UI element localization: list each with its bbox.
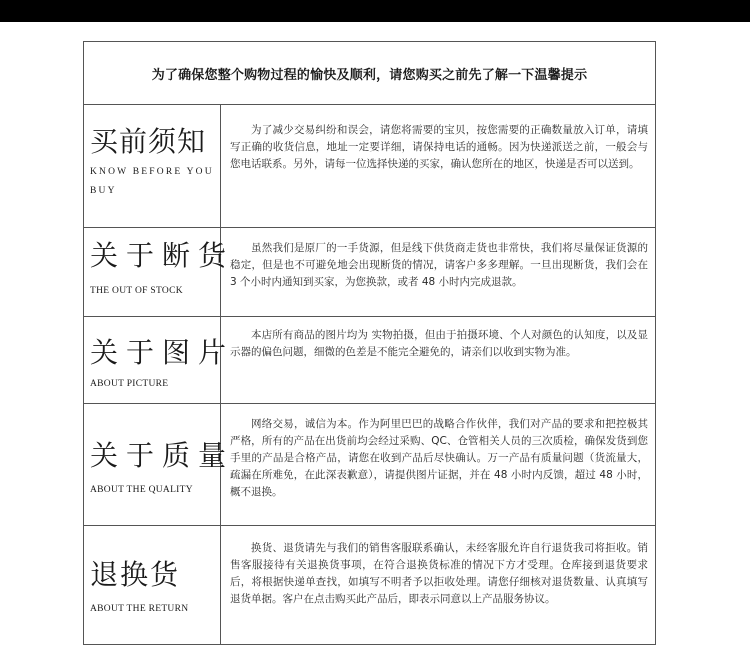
row-title-en: ABOUT THE QUALITY bbox=[90, 485, 193, 495]
row-text: 为了减少交易纠纷和误会，请您将需要的宝贝，按您需要的正确数量放入订单，请填写正确的收货信息，地址一定要详细，请保持电话的通畅。因为快递派送之前，一般会与您电话联系。另外，请每一位选择快递的买家，确认您所在的地区，快递是否可以送到。 bbox=[230, 124, 648, 170]
row-title-cn: 买前须知 bbox=[90, 125, 207, 158]
top-black-bar bbox=[0, 0, 750, 22]
row-label bbox=[84, 104, 221, 227]
row-label bbox=[84, 404, 235, 525]
row-label bbox=[84, 228, 235, 316]
notice-header bbox=[84, 42, 655, 105]
notice-row-out-of-stock bbox=[84, 228, 655, 317]
notice-row-about-return bbox=[84, 526, 655, 644]
row-title-en: KNOW BEFORE YOU BUY bbox=[90, 167, 214, 196]
row-title-cn: 退换货 bbox=[90, 558, 181, 591]
notice-row-about-quality bbox=[84, 404, 655, 526]
row-title-en: ABOUT PICTURE bbox=[90, 379, 169, 389]
row-label bbox=[84, 526, 221, 644]
notice-row-about-picture bbox=[84, 317, 655, 404]
row-text: 换货、退货请先与我们的销售客服联系确认，未经客服允许自行退货我司将拒收。销售客服接待有关退换货事项，在符合退换货标准的情况下方才受理。仓库接到退货要求后，将根据快递单查找，如填写不明者予以拒收处理。请您仔细核对退货数量、认真填写退货单据。客户在点击购买此产品后，即表示同意以上产品服务协议。 bbox=[230, 542, 648, 605]
row-text: 虽然我们是原厂的一手货源，但是线下供货商走货也非常快，我们将尽量保证货源的稳定，但是也不可避免地会出现断货的情况，请客户多多理解。一旦出现断货，我们会在 3 个小时内通知到买家，为您换款，或者 48 小时内完成退款。 bbox=[230, 242, 648, 288]
row-title-en: THE OUT OF STOCK bbox=[90, 286, 183, 296]
row-title-cn: 关于图片 bbox=[90, 336, 235, 369]
notice-row-know-before-you-buy bbox=[84, 104, 655, 228]
shopping-notice-table bbox=[83, 41, 656, 645]
row-text: 网络交易，诚信为本。作为阿里巴巴的战略合作伙伴，我们对产品的要求和把控极其严格，所有的产品在出货前均会经过采购、QC、仓管相关人员的三次质检，确保发货到您手里的产品是合格产品，请您在收到产品后尽快确认。万一产品有质量问题（货流量大，疏漏在所难免，在此深表歉意），请提供图片证据，并在 48 小时内反馈，超过 48 小时，概不退换。 bbox=[230, 418, 648, 498]
row-text: 本店所有商品的图片均为 实物拍摄，但由于拍摄环境、个人对颜色的认知度，以及显示器的偏色问题，细微的色差是不能完全避免的，请亲们以收到实物为准。 bbox=[230, 329, 648, 358]
notice-header-title: 为了确保您整个购物过程的愉快及顺利，请您购买之前先了解一下温馨提示 bbox=[151, 67, 588, 83]
row-label bbox=[84, 317, 235, 403]
row-title-en: ABOUT THE RETURN bbox=[90, 604, 189, 614]
row-title-cn: 关于质量 bbox=[90, 439, 235, 472]
row-title-cn: 关于断货 bbox=[90, 239, 235, 272]
